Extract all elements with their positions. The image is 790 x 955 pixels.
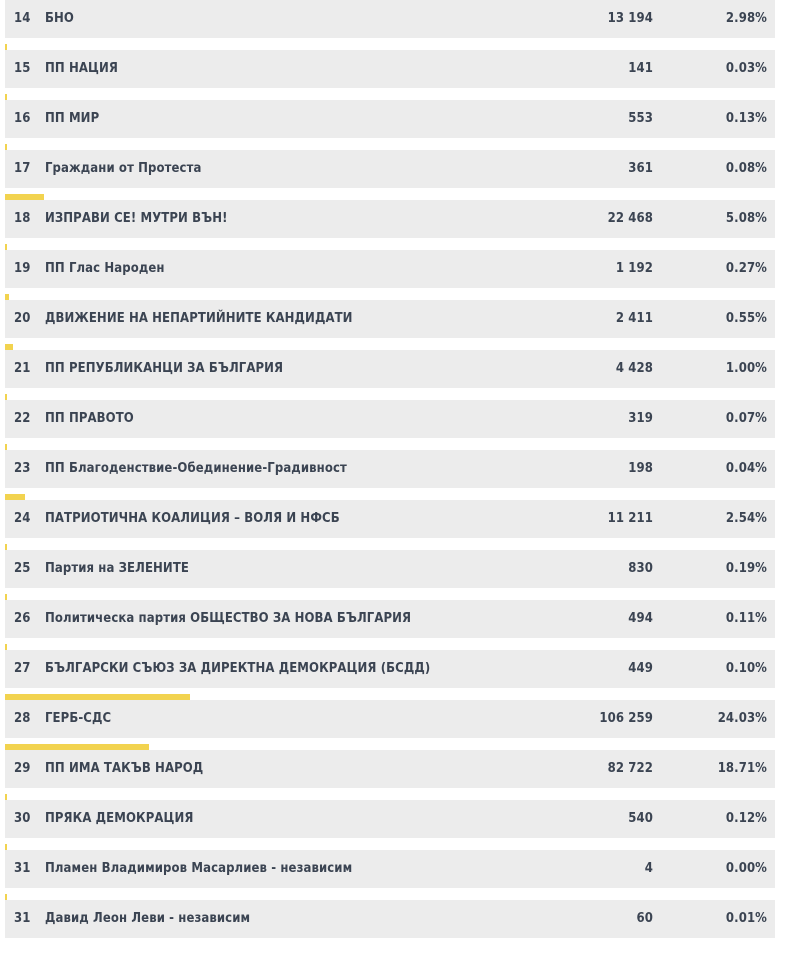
vote-percentage: 0.10%	[725, 661, 767, 676]
vote-count: 22 468	[607, 211, 653, 226]
party-number: 31	[14, 861, 31, 876]
result-row	[5, 90, 775, 130]
vote-count: 106 259	[599, 711, 653, 726]
vote-count: 361	[628, 161, 653, 176]
party-number: 16	[14, 111, 31, 126]
row-content	[5, 900, 775, 938]
party-number: 24	[14, 511, 31, 526]
result-row	[5, 490, 775, 530]
party-name: ПП РЕПУБЛИКАНЦИ ЗА БЪЛГАРИЯ	[45, 361, 284, 376]
result-row	[5, 190, 775, 230]
vote-percentage: 1.00%	[725, 361, 767, 376]
vote-count: 60	[636, 911, 653, 926]
party-name: ПП НАЦИЯ	[45, 61, 118, 76]
vote-count: 82 722	[607, 761, 653, 776]
result-row	[5, 340, 775, 380]
party-name: ДВИЖЕНИЕ НА НЕПАРТИЙНИТЕ КАНДИДАТИ	[45, 311, 353, 326]
vote-count: 198	[628, 461, 653, 476]
result-row	[5, 390, 775, 430]
vote-percentage: 0.27%	[725, 261, 767, 276]
row-content	[5, 100, 775, 138]
party-number: 27	[14, 661, 31, 676]
party-name: ИЗПРАВИ СЕ! МУТРИ ВЪН!	[45, 211, 228, 226]
row-content	[5, 800, 775, 838]
row-content	[5, 300, 775, 338]
vote-percentage: 2.98%	[725, 11, 767, 26]
result-row	[5, 690, 775, 730]
vote-count: 830	[628, 561, 653, 576]
party-name: ПП ПРАВОТО	[45, 411, 134, 426]
vote-percentage: 0.04%	[725, 461, 767, 476]
vote-count: 449	[628, 661, 653, 676]
result-row	[5, 440, 775, 480]
party-number: 14	[14, 11, 31, 26]
row-content	[5, 0, 775, 38]
results-list	[5, 0, 775, 940]
vote-percentage: 18.71%	[717, 761, 767, 776]
row-content	[5, 600, 775, 638]
party-number: 28	[14, 711, 31, 726]
party-name: ПП МИР	[45, 111, 100, 126]
party-name: Политическа партия ОБЩЕСТВО ЗА НОВА БЪЛГАРИЯ	[45, 611, 412, 626]
result-row	[5, 0, 775, 30]
vote-percentage: 0.19%	[725, 561, 767, 576]
party-name: БНО	[45, 11, 74, 26]
vote-count: 494	[628, 611, 653, 626]
row-content	[5, 450, 775, 488]
party-number: 21	[14, 361, 31, 376]
party-name: Пламен Владимиров Масарлиев - независим	[45, 861, 353, 876]
vote-count: 4	[644, 861, 653, 876]
vote-percentage: 0.08%	[725, 161, 767, 176]
vote-percentage: 0.00%	[725, 861, 767, 876]
party-name: БЪЛГАРСКИ СЪЮЗ ЗА ДИРЕКТНА ДЕМОКРАЦИЯ (БСДД)	[45, 661, 431, 676]
result-row	[5, 590, 775, 630]
vote-count: 4 428	[615, 361, 653, 376]
row-content	[5, 400, 775, 438]
party-name: ГЕРБ-СДС	[45, 711, 112, 726]
party-name: ПП Благоденствие-Обединение-Градивност	[45, 461, 347, 476]
vote-percentage: 0.03%	[725, 61, 767, 76]
party-number: 15	[14, 61, 31, 76]
row-content	[5, 700, 775, 738]
row-content	[5, 350, 775, 388]
vote-percentage: 0.11%	[725, 611, 767, 626]
party-name: Граждани от Протеста	[45, 161, 202, 176]
party-name: ПРЯКА ДЕМОКРАЦИЯ	[45, 811, 194, 826]
party-number: 23	[14, 461, 31, 476]
row-content	[5, 50, 775, 88]
row-content	[5, 750, 775, 788]
result-row	[5, 140, 775, 180]
party-number: 26	[14, 611, 31, 626]
party-number: 22	[14, 411, 31, 426]
result-row	[5, 40, 775, 80]
row-content	[5, 550, 775, 588]
vote-percentage: 24.03%	[717, 711, 767, 726]
vote-count: 553	[628, 111, 653, 126]
party-number: 31	[14, 911, 31, 926]
vote-count: 141	[628, 61, 653, 76]
vote-percentage: 0.07%	[725, 411, 767, 426]
vote-count: 319	[628, 411, 653, 426]
result-row	[5, 840, 775, 880]
result-row	[5, 790, 775, 830]
party-name: Давид Леон Леви - независим	[45, 911, 251, 926]
vote-percentage: 0.13%	[725, 111, 767, 126]
row-content	[5, 500, 775, 538]
vote-percentage: 5.08%	[725, 211, 767, 226]
row-content	[5, 200, 775, 238]
result-row	[5, 640, 775, 680]
party-number: 19	[14, 261, 31, 276]
party-number: 18	[14, 211, 31, 226]
result-row	[5, 890, 775, 930]
party-number: 17	[14, 161, 31, 176]
vote-count: 13 194	[607, 11, 653, 26]
row-content	[5, 850, 775, 888]
party-name: ПП ИМА ТАКЪВ НАРОД	[45, 761, 204, 776]
vote-count: 2 411	[615, 311, 653, 326]
row-content	[5, 650, 775, 688]
vote-count: 540	[628, 811, 653, 826]
row-content	[5, 250, 775, 288]
result-row	[5, 540, 775, 580]
vote-count: 1 192	[615, 261, 653, 276]
party-name: ПП Глас Народен	[45, 261, 165, 276]
result-row	[5, 240, 775, 280]
vote-percentage: 0.55%	[725, 311, 767, 326]
vote-percentage: 0.12%	[725, 811, 767, 826]
party-number: 20	[14, 311, 31, 326]
party-number: 29	[14, 761, 31, 776]
row-content	[5, 150, 775, 188]
party-name: Партия на ЗЕЛЕНИТЕ	[45, 561, 189, 576]
party-number: 30	[14, 811, 31, 826]
vote-percentage: 2.54%	[725, 511, 767, 526]
result-row	[5, 290, 775, 330]
vote-count: 11 211	[607, 511, 653, 526]
party-name: ПАТРИОТИЧНА КОАЛИЦИЯ – ВОЛЯ И НФСБ	[45, 511, 340, 526]
result-row	[5, 740, 775, 780]
vote-percentage: 0.01%	[725, 911, 767, 926]
party-number: 25	[14, 561, 31, 576]
